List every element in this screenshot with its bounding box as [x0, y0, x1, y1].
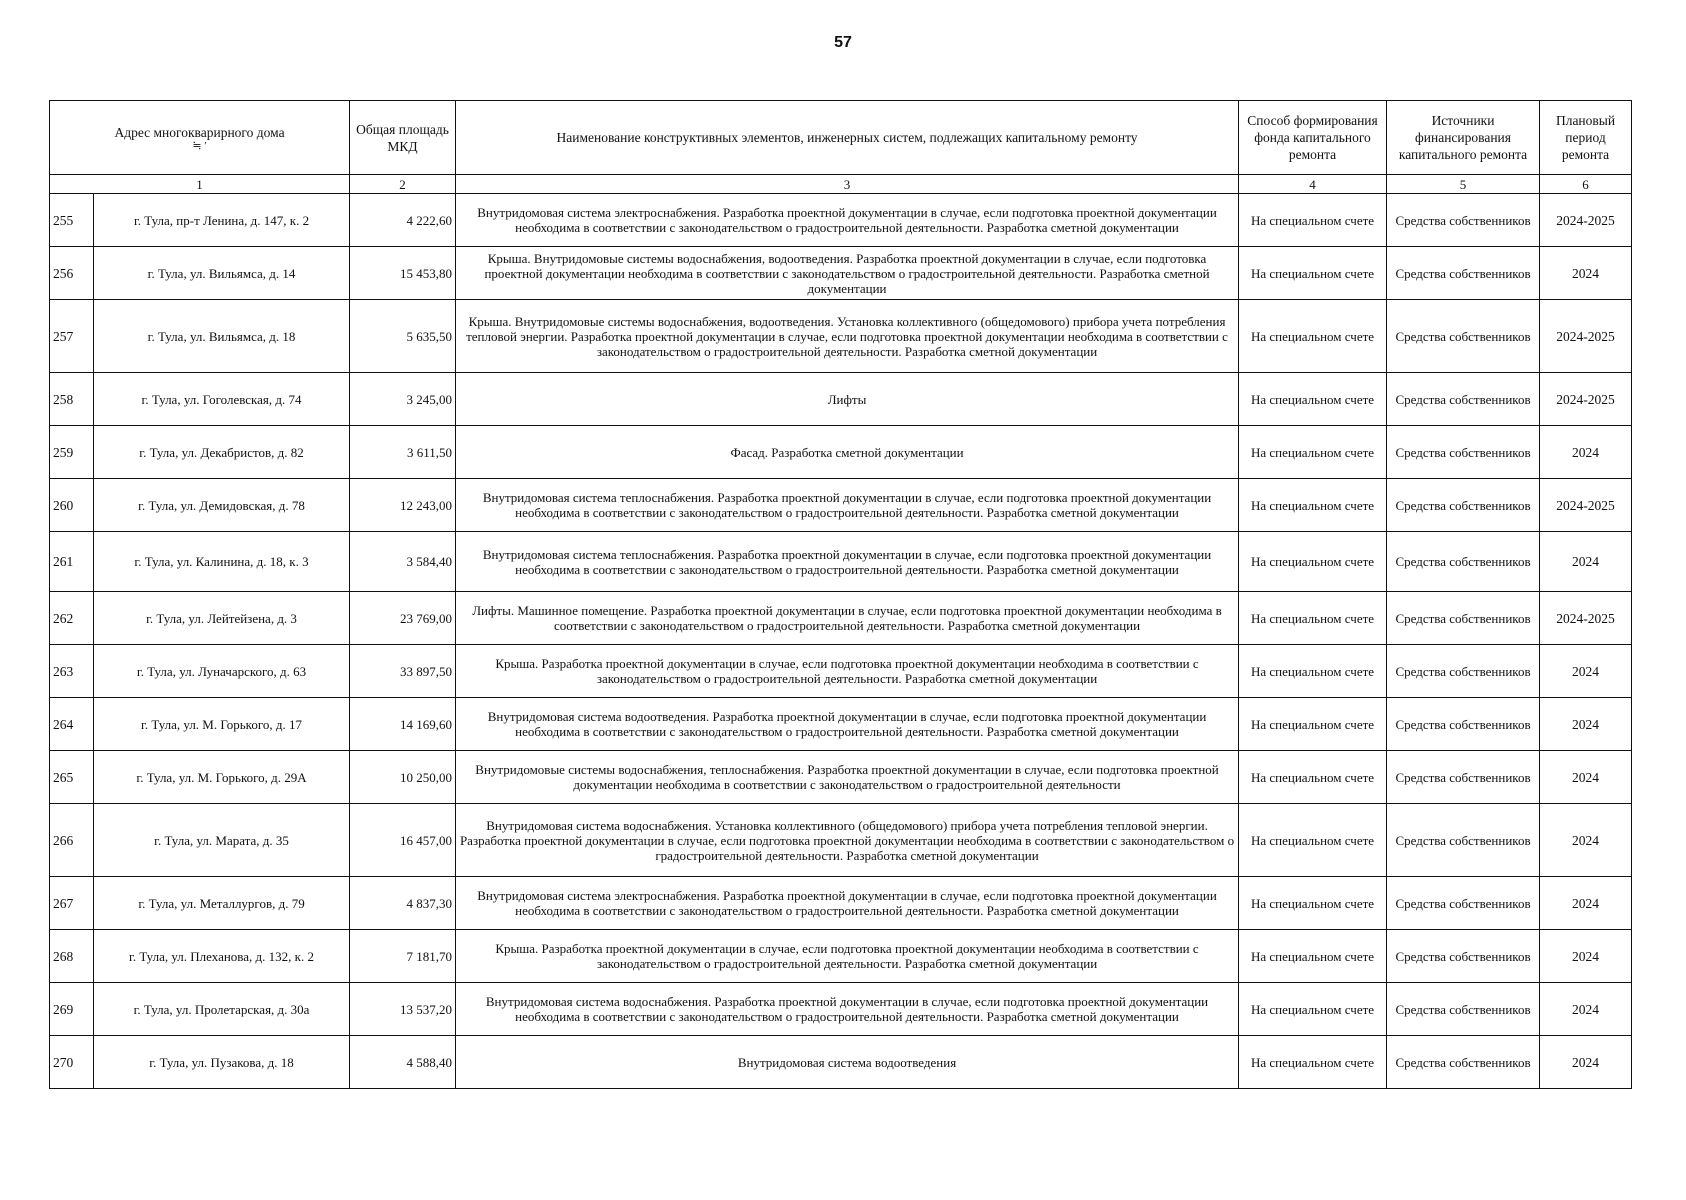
row-source: Средства собственников [1387, 532, 1540, 592]
row-period: 2024 [1540, 804, 1632, 877]
row-area: 3 245,00 [350, 373, 456, 426]
row-source: Средства собственников [1387, 983, 1540, 1036]
table-row [50, 804, 1632, 877]
header-area: Общая площадь МКД [350, 101, 456, 175]
row-works: Внутридомовая система водоотведения [456, 1036, 1239, 1089]
row-area: 5 635,50 [350, 300, 456, 373]
row-method: На специальном счете [1239, 300, 1387, 373]
row-number: 257 [50, 300, 94, 373]
row-area: 33 897,50 [350, 645, 456, 698]
row-method: На специальном счете [1239, 247, 1387, 300]
header-address-mark: ≒ ′ [192, 139, 207, 152]
row-method: На специальном счете [1239, 479, 1387, 532]
row-period: 2024-2025 [1540, 592, 1632, 645]
table-row [50, 1036, 1632, 1089]
row-source: Средства собственников [1387, 247, 1540, 300]
row-period: 2024 [1540, 645, 1632, 698]
row-period: 2024-2025 [1540, 194, 1632, 247]
row-address: г. Тула, ул. Декабристов, д. 82 [94, 426, 350, 479]
table-row [50, 194, 1632, 247]
row-works: Крыша. Внутридомовые системы водоснабжения, водоотведения. Разработка проектной документации в случае, если подготовка проектной документации необходима в соответствии с законодательством о градостроительной деятельности. Разработка сметной документации [456, 247, 1239, 300]
row-works: Внутридомовая система водоснабжения. Установка коллективного (общедомового) прибора учета потребления тепловой энергии. Разработка проектной документации в случае, если подготовка проектной документации необходима в соответствии с законодательством о градостроительной деятельности. Разработка сметной документации [456, 804, 1239, 877]
header-method: Способ формирования фонда капитального ремонта [1239, 101, 1387, 175]
table-row [50, 373, 1632, 426]
row-area: 15 453,80 [350, 247, 456, 300]
row-address: г. Тула, ул. Лейтейзена, д. 3 [94, 592, 350, 645]
row-method: На специальном счете [1239, 698, 1387, 751]
table-row [50, 751, 1632, 804]
row-number: 265 [50, 751, 94, 804]
row-works: Крыша. Внутридомовые системы водоснабжения, водоотведения. Установка коллективного (общедомового) прибора учета потребления тепловой энергии. Разработка проектной документации в случае, если подготовка проектной документации необходима в соответствии с законодательством о градостроительной деятельности. Разработка сметной документации [456, 300, 1239, 373]
row-period: 2024-2025 [1540, 373, 1632, 426]
row-number: 262 [50, 592, 94, 645]
row-source: Средства собственников [1387, 804, 1540, 877]
row-area: 16 457,00 [350, 804, 456, 877]
row-works: Лифты [456, 373, 1239, 426]
row-method: На специальном счете [1239, 1036, 1387, 1089]
column-number: 6 [1540, 175, 1632, 194]
header-address [50, 101, 350, 175]
header-address-label: Адрес многокварирного дома [114, 124, 285, 140]
row-area: 23 769,00 [350, 592, 456, 645]
row-address: г. Тула, ул. Демидовская, д. 78 [94, 479, 350, 532]
row-works: Внутридомовая система водоснабжения. Разработка проектной документации в случае, если подготовка проектной документации необходима в соответствии с законодательством о градостроительной деятельности. Разработка сметной документации [456, 983, 1239, 1036]
row-source: Средства собственников [1387, 645, 1540, 698]
table-row [50, 426, 1632, 479]
row-address: г. Тула, ул. Вильямса, д. 18 [94, 300, 350, 373]
row-address: г. Тула, ул. Пузакова, д. 18 [94, 1036, 350, 1089]
row-address: г. Тула, пр-т Ленина, д. 147, к. 2 [94, 194, 350, 247]
row-number: 264 [50, 698, 94, 751]
header-works: Наименование конструктивных элементов, инженерных систем, подлежащих капитальному ремонту [456, 101, 1239, 175]
row-source: Средства собственников [1387, 300, 1540, 373]
row-source: Средства собственников [1387, 194, 1540, 247]
row-address: г. Тула, ул. Луначарского, д. 63 [94, 645, 350, 698]
table-row [50, 247, 1632, 300]
row-method: На специальном счете [1239, 645, 1387, 698]
row-area: 4 837,30 [350, 877, 456, 930]
row-works: Крыша. Разработка проектной документации в случае, если подготовка проектной документации необходима в соответствии с законодательством о градостроительной деятельности. Разработка сметной документации [456, 645, 1239, 698]
row-method: На специальном счете [1239, 983, 1387, 1036]
row-period: 2024 [1540, 983, 1632, 1036]
row-area: 3 584,40 [350, 532, 456, 592]
column-number: 1 [50, 175, 350, 194]
row-works: Крыша. Разработка проектной документации в случае, если подготовка проектной документации необходима в соответствии с законодательством о градостроительной деятельности. Разработка сметной документации [456, 930, 1239, 983]
column-number: 5 [1387, 175, 1540, 194]
row-method: На специальном счете [1239, 426, 1387, 479]
row-number: 263 [50, 645, 94, 698]
row-number: 256 [50, 247, 94, 300]
row-address: г. Тула, ул. Калинина, д. 18, к. 3 [94, 532, 350, 592]
row-period: 2024-2025 [1540, 300, 1632, 373]
table-row [50, 592, 1632, 645]
row-source: Средства собственников [1387, 373, 1540, 426]
table-body [50, 194, 1632, 1089]
row-period: 2024 [1540, 532, 1632, 592]
column-number-row [50, 175, 1632, 194]
row-area: 7 181,70 [350, 930, 456, 983]
row-address: г. Тула, ул. М. Горького, д. 17 [94, 698, 350, 751]
row-address: г. Тула, ул. Вильямса, д. 14 [94, 247, 350, 300]
header-period: Плановый период ремонта [1540, 101, 1632, 175]
header-source: Источники финансирования капитального ремонта [1387, 101, 1540, 175]
header-row [50, 101, 1632, 175]
row-period: 2024 [1540, 1036, 1632, 1089]
row-period: 2024 [1540, 930, 1632, 983]
row-number: 267 [50, 877, 94, 930]
column-number: 4 [1239, 175, 1387, 194]
row-period: 2024-2025 [1540, 479, 1632, 532]
row-number: 268 [50, 930, 94, 983]
table-row [50, 645, 1632, 698]
row-number: 266 [50, 804, 94, 877]
row-area: 4 222,60 [350, 194, 456, 247]
table-row [50, 698, 1632, 751]
row-period: 2024 [1540, 751, 1632, 804]
table-row [50, 479, 1632, 532]
row-source: Средства собственников [1387, 1036, 1540, 1089]
row-number: 261 [50, 532, 94, 592]
row-address: г. Тула, ул. Плеханова, д. 132, к. 2 [94, 930, 350, 983]
row-source: Средства собственников [1387, 698, 1540, 751]
table-row [50, 983, 1632, 1036]
table-row [50, 930, 1632, 983]
row-area: 10 250,00 [350, 751, 456, 804]
row-period: 2024 [1540, 698, 1632, 751]
column-number: 2 [350, 175, 456, 194]
row-method: На специальном счете [1239, 930, 1387, 983]
row-period: 2024 [1540, 877, 1632, 930]
capital-repair-table [49, 100, 1632, 1089]
row-address: г. Тула, ул. М. Горького, д. 29А [94, 751, 350, 804]
row-method: На специальном счете [1239, 373, 1387, 426]
row-method: На специальном счете [1239, 532, 1387, 592]
table-row [50, 300, 1632, 373]
row-source: Средства собственников [1387, 479, 1540, 532]
row-works: Внутридомовая система электроснабжения. Разработка проектной документации в случае, если подготовка проектной документации необходима в соответствии с законодательством о градостроительной деятельности. Разработка сметной документации [456, 194, 1239, 247]
row-number: 270 [50, 1036, 94, 1089]
row-works: Внутридомовые системы водоснабжения, теплоснабжения. Разработка проектной документации в случае, если подготовка проектной документации необходима в соответствии с законодательством о градостроительной деятельности [456, 751, 1239, 804]
row-method: На специальном счете [1239, 592, 1387, 645]
row-method: На специальном счете [1239, 194, 1387, 247]
row-number: 258 [50, 373, 94, 426]
row-works: Внутридомовая система электроснабжения. Разработка проектной документации в случае, если подготовка проектной документации необходима в соответствии с законодательством о градостроительной деятельности. Разработка сметной документации [456, 877, 1239, 930]
row-works: Лифты. Машинное помещение. Разработка проектной документации в случае, если подготовка проектной документации необходима в соответствии с законодательством о градостроительной деятельности. Разработка сметной документации [456, 592, 1239, 645]
row-number: 259 [50, 426, 94, 479]
row-works: Внутридомовая система теплоснабжения. Разработка проектной документации в случае, если подготовка проектной документации необходима в соответствии с законодательством о градостроительной деятельности. Разработка сметной документации [456, 532, 1239, 592]
row-area: 4 588,40 [350, 1036, 456, 1089]
row-source: Средства собственников [1387, 751, 1540, 804]
row-area: 12 243,00 [350, 479, 456, 532]
row-works: Фасад. Разработка сметной документации [456, 426, 1239, 479]
row-method: На специальном счете [1239, 877, 1387, 930]
table-row [50, 532, 1632, 592]
row-area: 14 169,60 [350, 698, 456, 751]
row-address: г. Тула, ул. Марата, д. 35 [94, 804, 350, 877]
row-method: На специальном счете [1239, 751, 1387, 804]
row-number: 269 [50, 983, 94, 1036]
row-source: Средства собственников [1387, 930, 1540, 983]
row-period: 2024 [1540, 247, 1632, 300]
row-source: Средства собственников [1387, 592, 1540, 645]
row-period: 2024 [1540, 426, 1632, 479]
row-number: 260 [50, 479, 94, 532]
row-address: г. Тула, ул. Пролетарская, д. 30а [94, 983, 350, 1036]
column-number: 3 [456, 175, 1239, 194]
row-source: Средства собственников [1387, 877, 1540, 930]
row-address: г. Тула, ул. Металлургов, д. 79 [94, 877, 350, 930]
table-row [50, 877, 1632, 930]
row-source: Средства собственников [1387, 426, 1540, 479]
row-area: 13 537,20 [350, 983, 456, 1036]
row-works: Внутридомовая система теплоснабжения. Разработка проектной документации в случае, если подготовка проектной документации необходима в соответствии с законодательством о градостроительной деятельности. Разработка сметной документации [456, 479, 1239, 532]
row-works: Внутридомовая система водоотведения. Разработка проектной документации в случае, если подготовка проектной документации необходима в соответствии с законодательством о градостроительной деятельности. Разработка сметной документации [456, 698, 1239, 751]
row-address: г. Тула, ул. Гоголевская, д. 74 [94, 373, 350, 426]
page-number: 57 [834, 34, 852, 51]
row-area: 3 611,50 [350, 426, 456, 479]
row-method: На специальном счете [1239, 804, 1387, 877]
row-number: 255 [50, 194, 94, 247]
